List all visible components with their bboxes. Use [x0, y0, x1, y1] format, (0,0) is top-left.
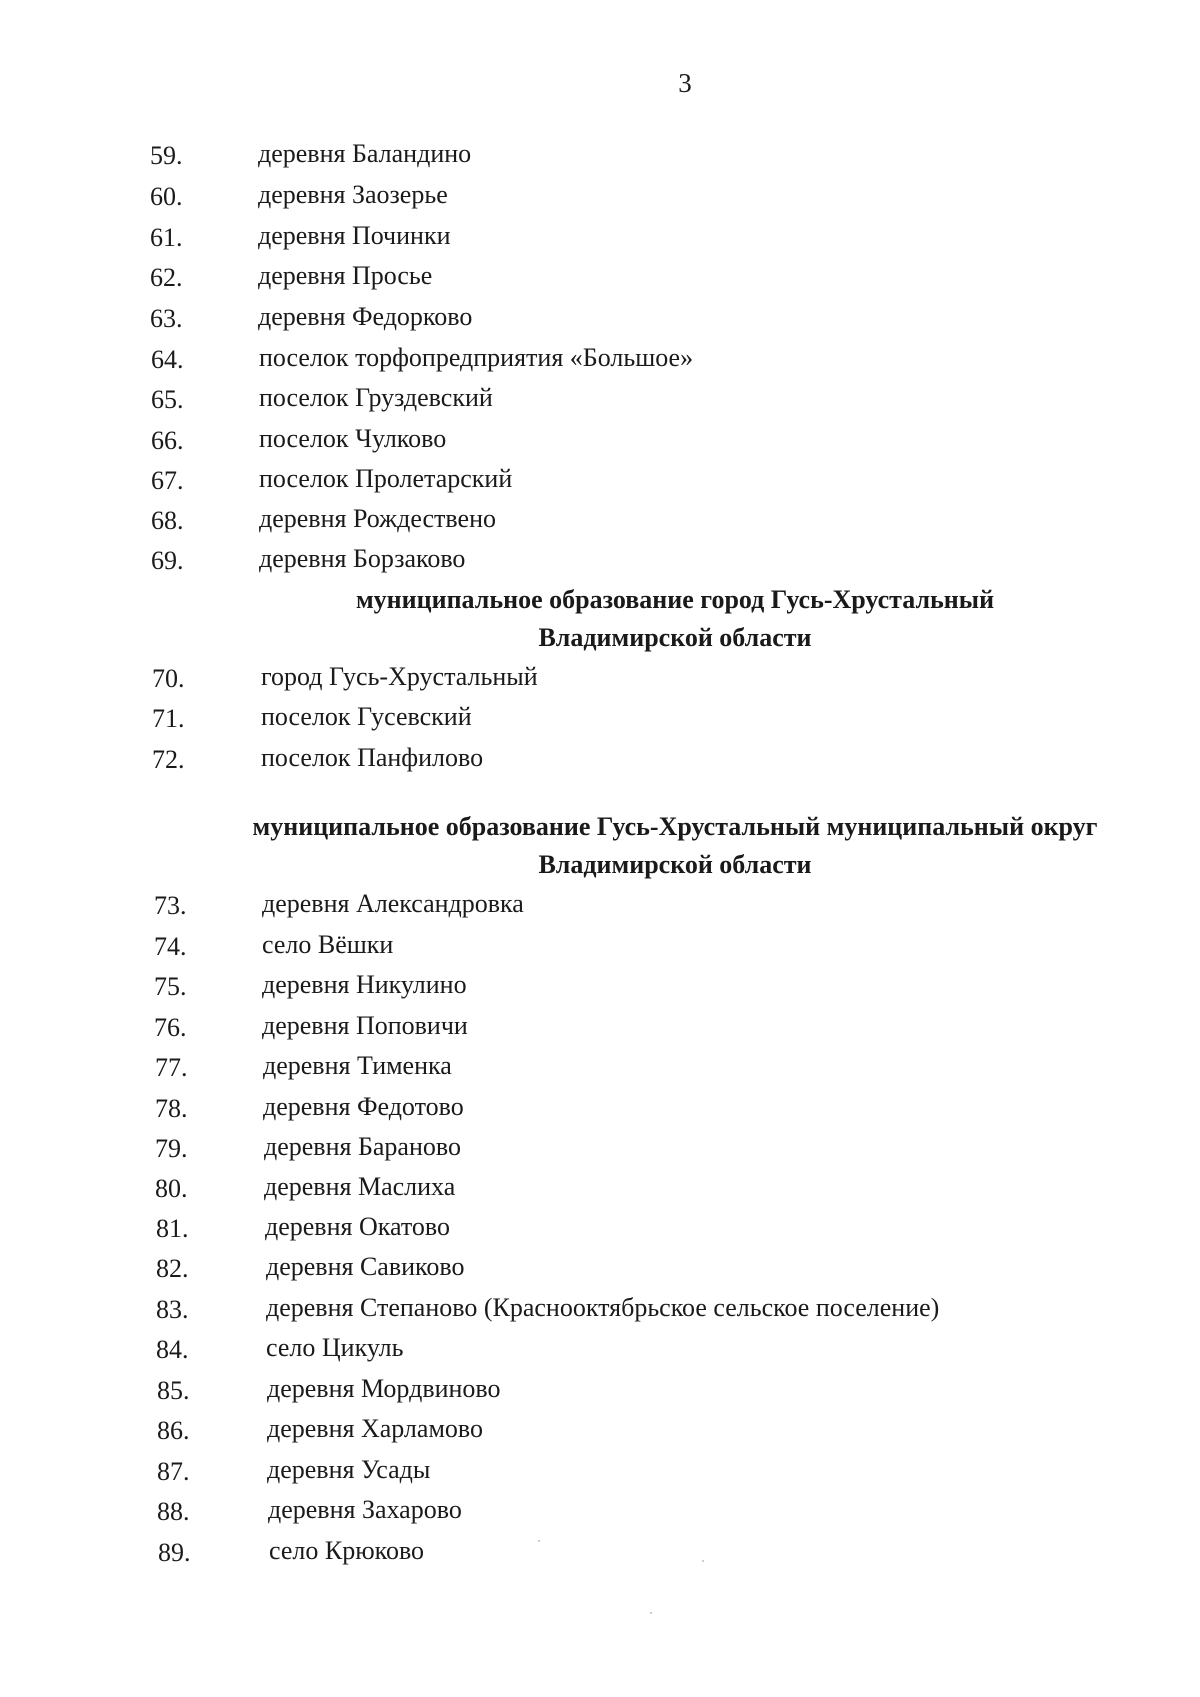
item-number: 78. — [155, 1094, 188, 1123]
settlement-name: поселок Пролетарский — [259, 464, 513, 493]
item-number: 70. — [152, 664, 185, 693]
settlement-name: поселок торфопредприятия «Большое» — [259, 343, 694, 372]
item-number: 89. — [158, 1538, 191, 1567]
settlement-name: деревня Баландино — [258, 139, 472, 168]
settlement-name: деревня Рождествено — [259, 504, 496, 533]
item-number: 81. — [156, 1214, 189, 1243]
item-number: 83. — [156, 1295, 189, 1324]
item-number: 69. — [151, 546, 184, 575]
settlement-name: деревня Борзаково — [259, 544, 466, 573]
item-number: 67. — [151, 466, 184, 495]
settlement-name: деревня Поповичи — [262, 1011, 468, 1040]
scan-speck — [650, 1612, 652, 1614]
settlement-name: деревня Харламово — [267, 1414, 483, 1443]
item-number: 59. — [150, 141, 183, 170]
item-number: 63. — [150, 304, 183, 333]
item-number: 77. — [155, 1053, 188, 1082]
section-heading-line: муниципальное образование город Гусь-Хрустальный — [355, 585, 995, 614]
item-number: 73. — [154, 891, 187, 920]
settlement-name: деревня Мордвиново — [267, 1374, 501, 1403]
settlement-name: деревня Федотово — [263, 1092, 464, 1121]
item-number: 84. — [156, 1335, 189, 1364]
item-number: 85. — [157, 1376, 190, 1405]
item-number: 87. — [157, 1457, 190, 1486]
settlement-name: деревня Починки — [258, 221, 451, 250]
settlement-name: деревня Захарово — [268, 1495, 462, 1524]
settlement-name: деревня Степаново (Краснооктябрьское сельское поселение) — [266, 1293, 940, 1322]
settlement-name: деревня Савиково — [266, 1252, 465, 1281]
settlement-name: деревня Федорково — [258, 302, 473, 331]
scan-speck — [702, 1560, 704, 1562]
settlement-name: город Гусь-Хрустальный — [261, 662, 538, 691]
item-number: 61. — [150, 223, 183, 252]
item-number: 75. — [154, 972, 187, 1001]
settlement-name: деревня Просье — [258, 261, 433, 290]
settlement-name: деревня Никулино — [262, 970, 467, 999]
settlement-name: деревня Усады — [267, 1455, 431, 1484]
settlement-name: село Крюково — [269, 1536, 425, 1565]
settlement-name: деревня Тименка — [263, 1051, 452, 1080]
item-number: 80. — [155, 1174, 188, 1203]
item-number: 74. — [154, 932, 187, 961]
section-heading-line: муниципальное образование Гусь-Хрустальный муниципальный округ — [252, 812, 1098, 841]
item-number: 79. — [155, 1134, 188, 1163]
section-heading-district — [150, 808, 1200, 884]
settlement-name: деревня Бараново — [264, 1132, 461, 1161]
item-number: 71. — [152, 704, 185, 733]
settlement-name: поселок Гусевский — [261, 702, 472, 731]
settlement-name: деревня Александровка — [262, 889, 524, 918]
item-number: 72. — [152, 745, 185, 774]
item-number: 68. — [151, 506, 184, 535]
item-number: 76. — [154, 1013, 187, 1042]
settlement-name: село Вёшки — [262, 930, 394, 959]
settlement-name: поселок Чулково — [259, 424, 447, 453]
settlement-name: деревня Заозерье — [258, 180, 448, 209]
item-number: 60. — [150, 182, 183, 211]
scan-speck — [538, 1540, 540, 1542]
settlement-name: поселок Панфилово — [261, 743, 484, 772]
item-number: 62. — [150, 263, 183, 292]
item-number: 86. — [157, 1416, 190, 1445]
item-number: 66. — [151, 426, 184, 455]
item-number: 65. — [151, 385, 184, 414]
settlement-name: деревня Окатово — [265, 1212, 450, 1241]
section-heading-line: Владимирской области — [538, 623, 812, 652]
settlement-name: поселок Груздевский — [259, 383, 493, 412]
section-heading-line: Владимирской области — [538, 850, 812, 879]
page-number: 3 — [678, 68, 692, 98]
item-number: 64. — [151, 345, 184, 374]
item-number: 88. — [157, 1497, 190, 1526]
section-heading-city — [200, 581, 1150, 657]
settlement-name: деревня Маслиха — [264, 1172, 456, 1201]
item-number: 82. — [156, 1254, 189, 1283]
settlement-name: село Цикуль — [266, 1333, 404, 1362]
